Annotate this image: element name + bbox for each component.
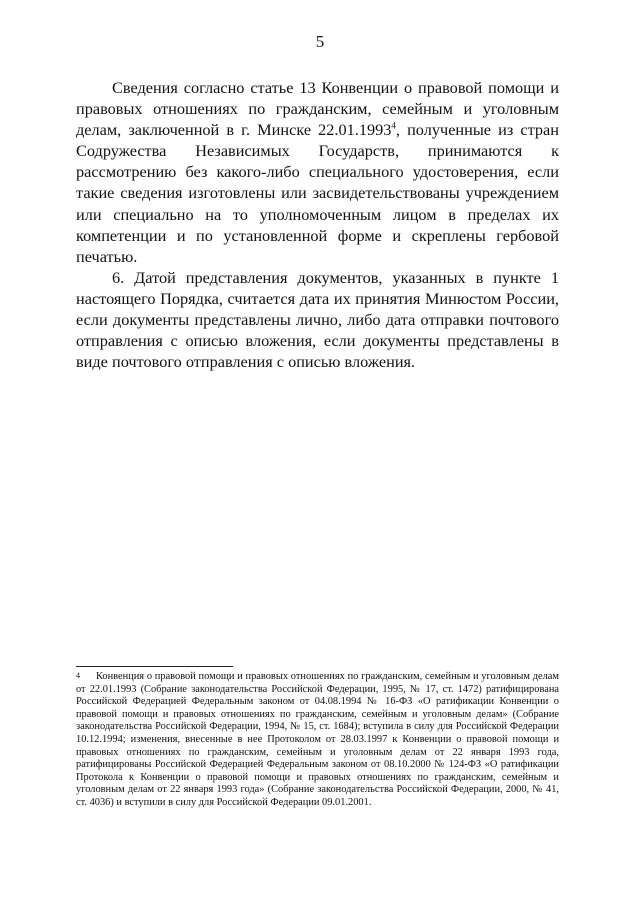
- footnote-number: 4: [76, 671, 80, 680]
- paragraph-convention-info: [76, 77, 559, 267]
- footnote-reference[interactable]: 4: [391, 120, 396, 131]
- footnote-separator: [76, 666, 233, 667]
- footnote: [76, 671, 559, 810]
- paragraph-text-end: , полученные из стран Содружества Независимых Государств, принимаются к рассмотрению без какого-либо специального удостоверения, если такие сведения изготовлены или засвидетельствованы учреждением или специально на то уполномоченным лицом в пределах их компетенции и по установленной форме и скреплены гербовой печатью.: [76, 120, 559, 266]
- paragraph-text-start: Сведения согласно статье 13 Конвенции о правовой помощи и правовых отношениях по гражданским, семейным и уголовным делам, заключенной в г. Минске 22.01.1993: [76, 78, 559, 140]
- paragraph-submission-date: 6. Датой представления документов, указанных в пункте 1 настоящего Порядка, считается дата их принятия Минюстом России, если документы представлены лично, либо дата отправки почтового отправления с описью вложения, если документы представлены в виде почтового отправления с описью вложения.: [76, 267, 559, 372]
- footnote-text: Конвенция о правовой помощи и правовых отношениях по гражданским, семейным и уголовным делам от 22.01.1993 (Собрание законодательства Российской Федерации, 1995, № 17, ст. 1472) ратифицирована Российской Федерацией Федеральным законом от 04.08.1994 № 16-ФЗ «О ратификации Конвенции о правовой помощи и правовых отношениях по гражданским, семейным и уголовным делам» (Собрание законодательства Российской Федерации, 1994, № 15, ст. 1684); вступила в силу для Российской Федерации 10.12.1994; изменения, внесенные в нее Протоколом от 28.03.1997 к Конвенции о правовой помощи и правовых отношениях по гражданским, семейным и уголовным делам от 22 января 1993 года, ратифицированы Российской Федерацией Федеральным законом от 08.10.2000 № 124-ФЗ «О ратификации Протокола к Конвенции о правовой помощи и правовых отношениях по гражданским, семейным и уголовным делам от 22 января 1993 года» (Собрание законодательства Российской Федерации, 2000, № 41, ст. 4036) и вступили в силу для Российской Федерации 09.01.2001.: [76, 671, 559, 808]
- body-text: [76, 77, 559, 372]
- page-number: 5: [315, 32, 325, 51]
